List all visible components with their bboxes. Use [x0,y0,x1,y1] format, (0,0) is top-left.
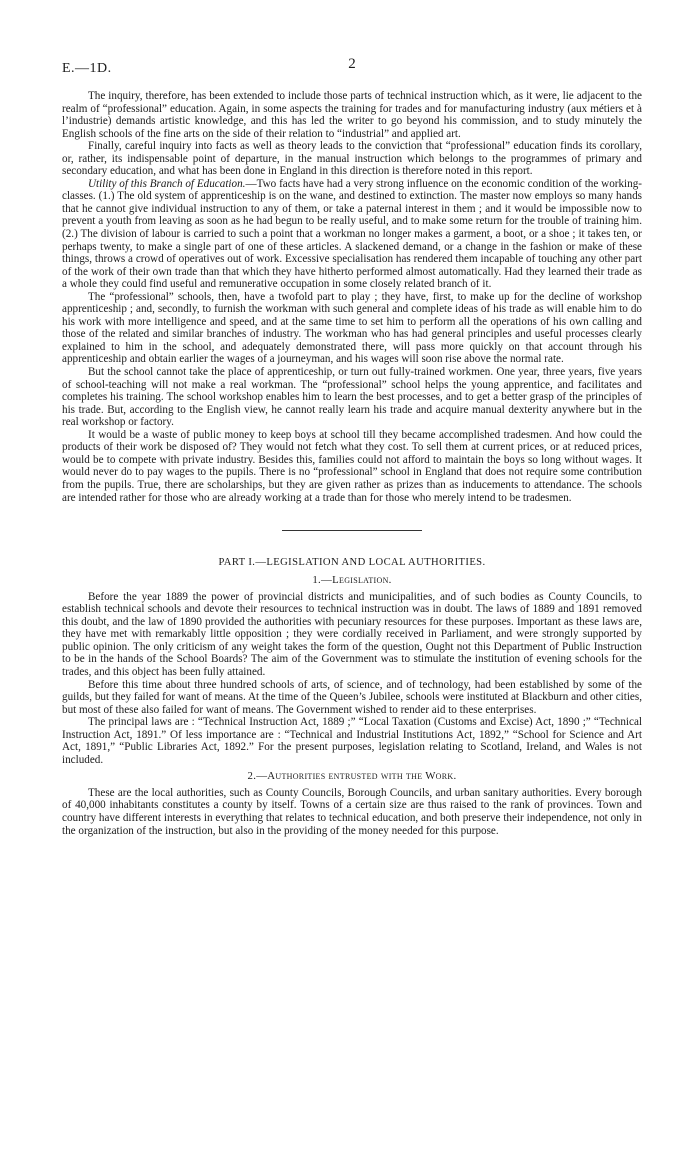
section-divider [62,524,642,537]
paragraph [62,178,642,291]
page-number: 2 [348,56,356,72]
section-heading: 1.—Legislation. [312,574,392,587]
intro-section [62,90,642,504]
part-heading: PART I.—LEGISLATION AND LOCAL AUTHORITIES. [218,556,486,568]
paragraph: These are the local authorities, such as County Councils, Borough Councils, and urban sanitary authorities. Every borough of 40,000 inhabitants constitutes a county by itself. Towns of a certain size are thus raised to the rank of provinces. Town and country have different interests in everything that relates to technical education, and both preserve their independence, not only in the organization of the instruction, but also in the providing of the money needed for this purpose. [62,786,642,837]
part-one-section [62,557,642,837]
paragraph: It would be a waste of public money to keep boys at school till they became accomplished tradesmen. And how could the products of their work be disposed of? They would not fetch what they cost. To sell them at current prices, or at reduced prices, would be to compete with private industry. Besides this, families could not afford to maintain the boys so long without wages. It would never do to pay wages to the pupils. There is no “professional” school in England that does not require some contribution from the pupils. True, there are scholarships, but they are given rather as prizes than as inducements to attendance. The schools are intended rather for those who are already working at a trade than for those who merely intend to be tradesmen. [62,428,642,504]
paragraph: The “professional” schools, then, have a twofold part to play ; they have, first, to make up for the decline of workshop apprenticeship ; and, secondly, to furnish the workman with such general and complete ideas of his trade as will enable him to do his work with more intelligence and speed, and at the same time to set him to perform all the operations of his own calling and those of the related and similar branches of industry. The workman who has had general principles and useful processes clearly explained to him in the school, and adequately demonstrated there, will pass more quickly on that account through his apprenticeship and obtain earlier the wages of a journeyman, and his wages will soon rise above the normal rate. [62,290,642,366]
paragraph-run-in-title: Utility of this Branch of Education. [88,177,246,190]
paragraph: The inquiry, therefore, has been extended to include those parts of technical instruction which, as it were, lie adjacent to the realm of “professional” education. Again, in some aspects the training for trades and for manufacturing industry (aux métiers et à l’industrie) demands artistic knowledge, and this has led the writer to go beyond his commission, and to study minutely the English schools of the fine arts on the side of their relation to “industrial” and applied art. [62,90,642,140]
paragraph: Finally, careful inquiry into facts as well as theory leads to the conviction that “professional” education finds its corollary, or, rather, its indispensable point of departure, in the manual instruction which belongs to the programmes of primary and secondary education, and what has been done in England in this direction is therefore noted in this report. [62,140,642,178]
paragraph: The principal laws are : “Technical Instruction Act, 1889 ;” “Local Taxation (Customs and Excise) Act, 1890 ;” “Technical Instruction Act, 1891.” Of less importance are : “Technical and Industrial Institutions Act, 1892,” “School for Science and Art Act, 1891,” “Public Libraries Act, 1892.” For the present purposes, legislation relating to Scotland, Ireland, and Wales is not included. [62,716,642,766]
section-heading: 2.—Authorities entrusted with the Work. [247,770,457,783]
paragraph: Before this time about three hundred schools of arts, of science, and of technology, had been established by some of the guilds, but they failed for want of means. At the time of the Queen’s Jubilee, schools were instituted at Blackburn and other cities, but most of these also failed for want of means. The Government wished to render aid to these enterprises. [62,678,642,716]
paragraph: Before the year 1889 the power of provincial districts and municipalities, and of such bodies as County Councils, to establish technical schools and devote their resources to technical instruction was in doubt. The laws of 1889 and 1891 removed this doubt, and the law of 1890 provided the authorities with pecuniary resources for these purposes. Important as these laws are, they have met with remarkably little opposition ; they were cordially received in Parliament, and were strongly supported by public opinion. The only criticism of any weight takes the form of the question, Ought not this Department of Public Instruction to be in the hands of the School Boards? The aim of the Government was to stimulate the institution of evening schools for the trades, and this object has been fully attained. [62,590,642,678]
paragraph: But the school cannot take the place of apprenticeship, or turn out fully-trained workmen. One year, three years, five years of school-teaching will not make a real workman. The “professional” school helps the young apprentice, and facilitates and completes his training. The school workshop enables him to learn the best processes, and to get a better grasp of the principles of his trade. But, according to the English view, he cannot really learn his trade and acquire manual dexterity anywhere but in the real workshop or factory. [62,366,642,429]
document-reference: E.—1D. [62,61,112,76]
paragraph-text: —Two facts have had a very strong influence on the economic condition of the working-classes. (1.) The old system of apprenticeship is on the wane, and destined to extinction. The master now employs so many hands that he cannot give individual instruction to any of them, or take a paternal interest in them ; and it would be impossible now to prevent a youth from leaving as soon as he had begun to be really useful, and to make some return for the trouble of training him. (2.) The division of labour is carried to such a point that a workman no longer makes a garment, a boot, or a shoe ; it takes ten, or perhaps twenty, to make a single part of one of these articles. A slackened demand, or a change in the fashion or make of these things, throws a crowd of operatives out of work. Excessive specialisation has rendered them incapable of touching any other part of the work of their own trade than that which they have hitherto performed almost automatically. Had they learned their trade as a whole they could find useful and remunerative occupation in some closely related branch of it. [62,177,642,291]
page-header [62,0,642,90]
